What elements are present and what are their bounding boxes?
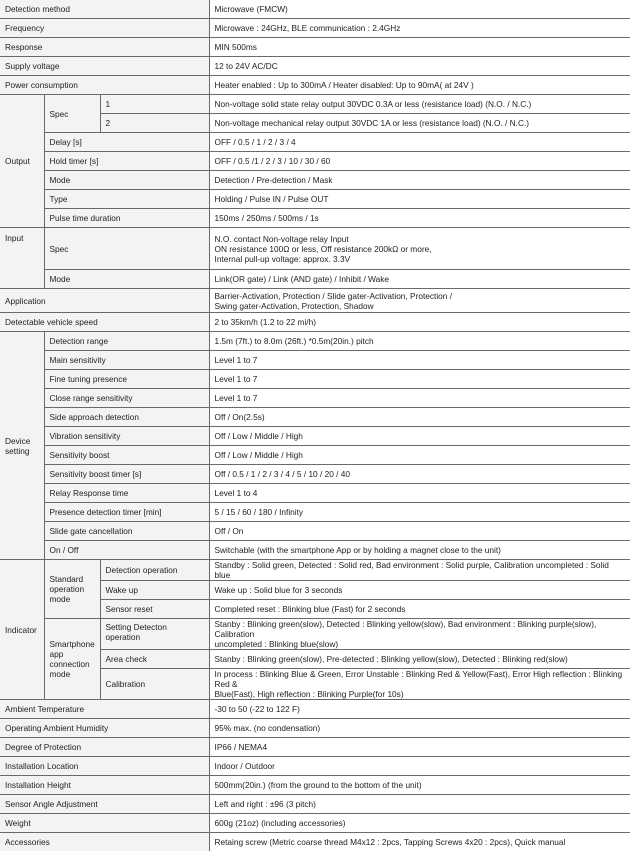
row-label: On / Off <box>44 541 209 560</box>
table-row <box>0 700 630 719</box>
table-row <box>0 757 630 776</box>
row-value: Completed reset : Blinking blue (Fast) for 2 seconds <box>209 600 630 619</box>
standard-mode-line: mode <box>50 594 95 604</box>
row-label: Hold timer [s] <box>44 152 209 171</box>
row-label: Slide gate cancellation <box>44 522 209 541</box>
table-row <box>0 270 630 289</box>
row-label: Presence detection timer [min] <box>44 503 209 522</box>
table-row <box>0 833 630 851</box>
row-value: Left and right : ±96 (3 pitch) <box>209 795 630 814</box>
row-value: Retaing screw (Metric coarse thread M4x12 : 2pcs, Tapping Screws 4x20 : 2pcs), Quick manual <box>209 833 630 851</box>
table-row <box>0 484 630 503</box>
row-value: Indoor / Outdoor <box>209 757 630 776</box>
row-label: Wake up <box>100 581 209 600</box>
table-row <box>0 289 630 313</box>
output-spec-num-1: 1 <box>100 95 209 114</box>
table-row <box>0 0 630 19</box>
table-row <box>0 776 630 795</box>
row-value: Link(OR gate) / Link (AND gate) / Inhibit / Wake <box>209 270 630 289</box>
row-label: Close range sensitivity <box>44 389 209 408</box>
row-label: Supply voltage <box>0 57 209 76</box>
application-line: Barrier-Activation, Protection / Slide gater-Activation, Protection / <box>215 291 626 301</box>
smartphone-mode-line: app <box>50 649 95 659</box>
table-row <box>0 57 630 76</box>
row-value: OFF / 0.5 / 1 / 2 / 3 / 4 <box>209 133 630 152</box>
table-row <box>0 19 630 38</box>
output-group-label: Output <box>0 95 44 228</box>
table-row <box>0 332 630 351</box>
output-spec-num-2: 2 <box>100 114 209 133</box>
input-spec-line: Internal pull-up voltage: approx. 3.3V <box>215 254 626 264</box>
row-label: Side approach detection <box>44 408 209 427</box>
table-row <box>0 503 630 522</box>
row-label: Mode <box>44 171 209 190</box>
table-row <box>0 313 630 332</box>
device-label-line: Device <box>5 436 39 446</box>
table-row <box>0 814 630 833</box>
row-label: Calibration <box>100 669 209 700</box>
table-row <box>0 370 630 389</box>
value-line: Blue(Fast), High reflection : Blinking Purple(for 10s) <box>215 689 626 699</box>
row-value: 150ms / 250ms / 500ms / 1s <box>209 209 630 228</box>
row-value: IP66 / NEMA4 <box>209 738 630 757</box>
standard-mode-label <box>44 560 100 619</box>
row-label: Accessories <box>0 833 209 851</box>
table-row <box>0 190 630 209</box>
row-label: Setting Detecton operation <box>100 619 209 650</box>
row-label: Detection operation <box>100 560 209 581</box>
row-value <box>209 619 630 650</box>
row-label: Degree of Protection <box>0 738 209 757</box>
row-label: Sensor reset <box>100 600 209 619</box>
row-value <box>209 669 630 700</box>
row-label: Installation Height <box>0 776 209 795</box>
row-label: Installation Location <box>0 757 209 776</box>
row-value: 1.5m (7ft.) to 8.0m (26ft.) *0.5m(20in.) pitch <box>209 332 630 351</box>
row-label: Ambient Temperature <box>0 700 209 719</box>
row-label: Operating Ambient Humidity <box>0 719 209 738</box>
row-value: Standby : Solid green, Detected : Solid red, Bad environment : Solid purple, Calibration uncompleted : Solid blue <box>209 560 630 581</box>
row-value: Switchable (with the smartphone App or by holding a magnet close to the unit) <box>209 541 630 560</box>
row-label: Delay [s] <box>44 133 209 152</box>
row-label: Application <box>0 289 209 313</box>
table-row <box>0 95 630 114</box>
row-value: Holding / Pulse IN / Pulse OUT <box>209 190 630 209</box>
table-row <box>0 152 630 171</box>
row-label: Detection method <box>0 0 209 19</box>
row-value <box>209 289 630 313</box>
row-value: Level 1 to 4 <box>209 484 630 503</box>
row-label: Vibration sensitivity <box>44 427 209 446</box>
row-value: Off / 0.5 / 1 / 2 / 3 / 4 / 5 / 10 / 20 / 40 <box>209 465 630 484</box>
row-label: Main sensitivity <box>44 351 209 370</box>
row-label: Fine tuning presence <box>44 370 209 389</box>
value-line: In process : Blinking Blue & Green, Error Unstable : Blinking Red & Yellow(Fast), Error High reflection : Blinking Red & <box>215 669 626 689</box>
table-row <box>0 133 630 152</box>
row-label: Detection range <box>44 332 209 351</box>
input-spec-line: N.O. contact Non-voltage relay Input <box>215 234 626 244</box>
smartphone-mode-line: mode <box>50 669 95 679</box>
table-row <box>0 38 630 57</box>
application-line: Swing gater-Activation, Protection, Shadow <box>215 301 626 311</box>
row-value: Stanby : Blinking green(slow), Pre-detected : Blinking yellow(slow), Detected : Blinking red(slow) <box>209 650 630 669</box>
row-value: Heater enabled : Up to 300mA / Heater disabled: Up to 90mA( at 24V ) <box>209 76 630 95</box>
table-row <box>0 522 630 541</box>
row-label: Sensitivity boost timer [s] <box>44 465 209 484</box>
device-label-line: setting <box>5 446 39 456</box>
input-spec-value <box>209 228 630 270</box>
row-value: Level 1 to 7 <box>209 389 630 408</box>
table-row <box>0 389 630 408</box>
table-row <box>0 209 630 228</box>
input-spec-line: ON resistance 100Ω or less, Off resistance 200kΩ or more, <box>215 244 626 254</box>
row-label: Area check <box>100 650 209 669</box>
row-value: 2 to 35km/h (1.2 to 22 mi/h) <box>209 313 630 332</box>
row-label: Detectable vehicle speed <box>0 313 209 332</box>
table-row <box>0 795 630 814</box>
table-row <box>0 446 630 465</box>
row-value: OFF / 0.5 /1 / 2 / 3 / 10 / 30 / 60 <box>209 152 630 171</box>
table-row <box>0 541 630 560</box>
row-value: 600g (21oz) (including accessories) <box>209 814 630 833</box>
output-spec-value-1: Non-voltage solid state relay output 30VDC 0.3A or less (resistance load) (N.O. / N.C.) <box>209 95 630 114</box>
row-value: Level 1 to 7 <box>209 351 630 370</box>
table-row <box>0 619 630 650</box>
row-value: Off / Low / Middle / High <box>209 446 630 465</box>
row-value: MIN 500ms <box>209 38 630 57</box>
row-label: Mode <box>44 270 209 289</box>
table-row <box>0 560 630 581</box>
table-row <box>0 171 630 190</box>
table-row <box>0 719 630 738</box>
value-line: Stanby : Blinking green(slow), Detected : Blinking yellow(slow), Bad environment : Blinking purple(slow), Calibration <box>215 619 626 639</box>
indicator-group-label: Indicator <box>0 560 44 700</box>
table-row <box>0 351 630 370</box>
row-label: Relay Response time <box>44 484 209 503</box>
table-row <box>0 76 630 95</box>
output-spec-label: Spec <box>44 95 100 133</box>
row-label: Sensor Angle Adjustment <box>0 795 209 814</box>
smartphone-mode-label <box>44 619 100 700</box>
row-value: 12 to 24V AC/DC <box>209 57 630 76</box>
row-label: Type <box>44 190 209 209</box>
table-row <box>0 738 630 757</box>
row-label: Response <box>0 38 209 57</box>
smartphone-mode-line: Smartphone <box>50 639 95 649</box>
row-value: Level 1 to 7 <box>209 370 630 389</box>
input-spec-label: Spec <box>44 228 209 270</box>
row-value: Off / On <box>209 522 630 541</box>
device-group-label <box>0 332 44 560</box>
row-label: Pulse time duration <box>44 209 209 228</box>
table-row <box>0 228 630 270</box>
row-value: -30 to 50 (-22 to 122 F) <box>209 700 630 719</box>
standard-mode-line: operation <box>50 584 95 594</box>
input-group-label: Input <box>0 228 44 289</box>
row-value: Off / Low / Middle / High <box>209 427 630 446</box>
row-value: Microwave : 24GHz, BLE communication : 2.4GHz <box>209 19 630 38</box>
table-row <box>0 427 630 446</box>
row-value: Detection / Pre-detection / Mask <box>209 171 630 190</box>
row-value: Off / On(2.5s) <box>209 408 630 427</box>
output-spec-value-2: Non-voltage mechanical relay output 30VDC 1A or less (resistance load) (N.O. / N.C.) <box>209 114 630 133</box>
table-row <box>0 408 630 427</box>
row-label: Sensitivity boost <box>44 446 209 465</box>
table-row <box>0 465 630 484</box>
row-label: Weight <box>0 814 209 833</box>
value-line: uncompleted : Blinking blue(slow) <box>215 639 626 649</box>
row-value: 95% max. (no condensation) <box>209 719 630 738</box>
row-value: Microwave (FMCW) <box>209 0 630 19</box>
row-label: Power consumption <box>0 76 209 95</box>
row-label: Frequency <box>0 19 209 38</box>
standard-mode-line: Standard <box>50 574 95 584</box>
row-value: 500mm(20in.) (from the ground to the bottom of the unit) <box>209 776 630 795</box>
smartphone-mode-line: connection <box>50 659 95 669</box>
row-value: Wake up : Solid blue for 3 seconds <box>209 581 630 600</box>
row-value: 5 / 15 / 60 / 180 / Infinity <box>209 503 630 522</box>
